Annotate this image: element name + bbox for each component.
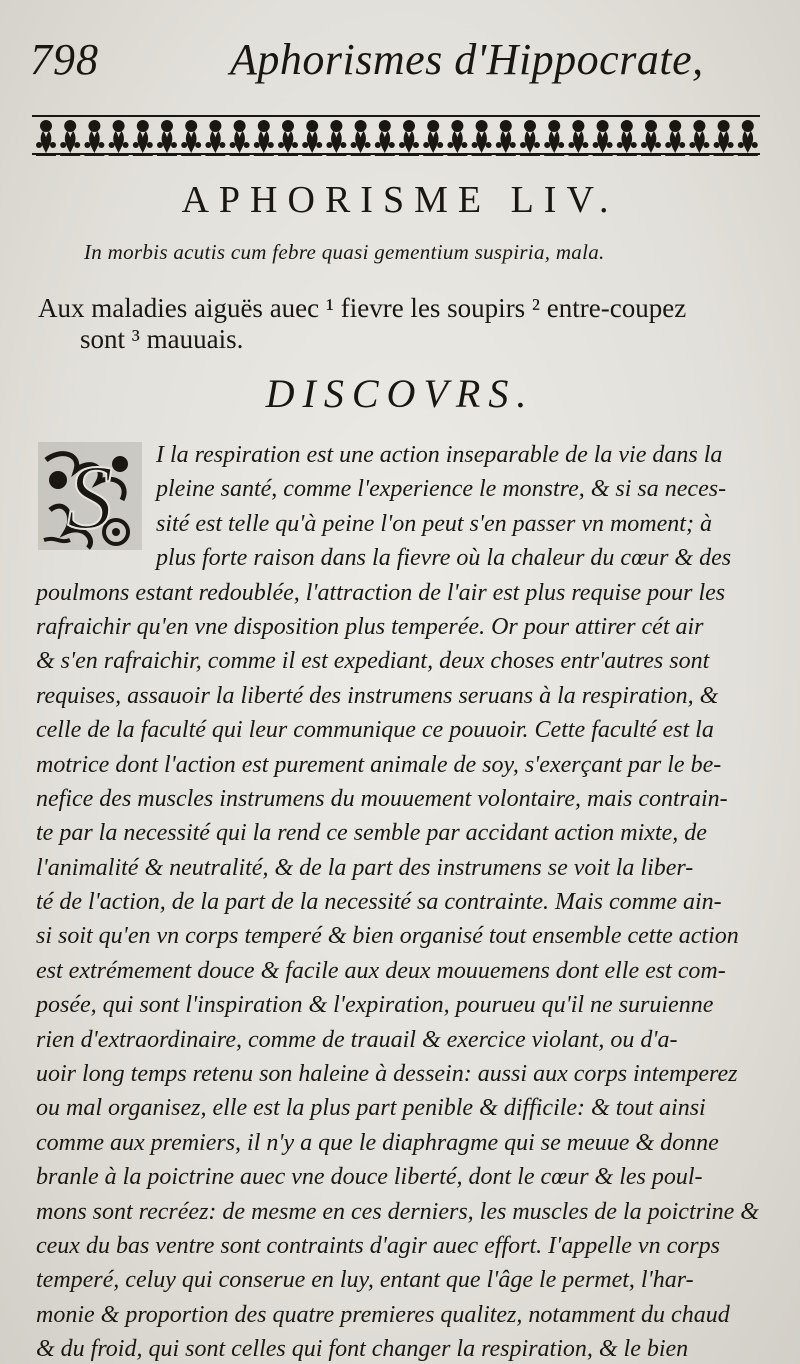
- fleuron-icon: [254, 120, 274, 155]
- fleuron-ornament-band: [32, 113, 760, 157]
- french-line-1: Aux maladies aiguës auec ¹ fievre les soupirs ² entre-coupez: [38, 293, 687, 323]
- fleuron-icon: [714, 120, 734, 155]
- body-line: te par la necessité qui la rend ce semble par accidant action mixte, de: [36, 820, 707, 847]
- body-line: celle de la faculté qui leur communique ce pouuoir. Cette faculté est la: [36, 717, 714, 744]
- body-line: rien d'extraordinaire, comme de trauail & exercice violant, ou d'a-: [36, 1026, 678, 1053]
- fleuron-icon: [447, 120, 467, 155]
- fleuron-icon: [665, 120, 685, 155]
- body-line: mons sont recréez: de mesme en ces derniers, les muscles de la poictrine &: [36, 1198, 759, 1225]
- body-line: ceux du bas ventre sont contraints d'agir auec effort. I'appelle vn corps: [36, 1232, 720, 1259]
- body-line: nefice des muscles instrumens du mouuement volontaire, mais contrain-: [36, 785, 728, 812]
- body-line: rafraichir qu'en vne disposition plus temperée. Or pour attirer cét air: [36, 613, 704, 640]
- fleuron-icon: [617, 120, 637, 155]
- fleuron-icon: [351, 120, 371, 155]
- fleuron-icon: [230, 120, 250, 155]
- fleuron-icon: [472, 120, 492, 155]
- body-line: ou mal organisez, elle est la plus part penible & difficile: & tout ainsi: [36, 1095, 706, 1122]
- body-line: l'animalité & neutralité, & de la part des instrumens se voit la liber-: [36, 854, 694, 881]
- body-line: requises, assauoir la liberté des instrumens seruans à la respiration, &: [36, 682, 719, 709]
- fleuron-icon: [205, 120, 225, 155]
- body-line: plus forte raison dans la fievre où la chaleur du cœur & des: [156, 545, 732, 572]
- aphorism-heading: APHORISME LIV.: [181, 179, 619, 221]
- fleuron-icon: [568, 120, 588, 155]
- body-line: monie & proportion des quatre premieres qualitez, notamment du chaud: [36, 1301, 730, 1328]
- fleuron-icon: [84, 120, 104, 155]
- french-translation: [38, 293, 760, 355]
- fleuron-icon: [60, 120, 80, 155]
- running-head: [30, 28, 770, 84]
- body-line: uoir long temps retenu son haleine à dessein: aussi aux corps intemperez: [36, 1061, 738, 1088]
- fleuron-icon: [278, 120, 298, 155]
- fleuron-icon: [544, 120, 564, 155]
- page-number: 798: [30, 35, 99, 84]
- body-line: comme aux premiers, il n'y a que le diaphragme qui se meuue & donne: [36, 1129, 719, 1156]
- body-line: est extrémement douce & facile aux deux mouuemens dont elle est com-: [36, 957, 726, 984]
- fleuron-icon: [326, 120, 346, 155]
- fleuron-icon: [133, 120, 153, 155]
- latin-aphorism: In morbis acutis cum febre quasi gementium suspiria, mala.: [84, 240, 605, 264]
- body-line: temperé, celuy qui conserue en luy, entant que l'âge le permet, l'har-: [36, 1267, 694, 1294]
- body-line: motrice dont l'action est purement animale de soy, s'exerçant par le be-: [36, 751, 722, 778]
- body-line: branle à la poictrine auec vne douce liberté, dont le cœur & les poul-: [36, 1164, 703, 1191]
- fleuron-icon: [109, 120, 129, 155]
- body-line: & du froid, qui sont celles qui font changer la respiration, & le bien: [36, 1336, 689, 1363]
- discours-heading: DISCOVRS.: [265, 371, 535, 416]
- fleuron-icon: [689, 120, 709, 155]
- fleuron-icon: [496, 120, 516, 155]
- body-line: té de l'action, de la part de la necessité sa contrainte. Mais comme ain-: [36, 889, 722, 916]
- fleuron-icon: [302, 120, 322, 155]
- fleuron-icon: [157, 120, 177, 155]
- fleuron-icon: [181, 120, 201, 155]
- body-line: sité est telle qu'à peine l'on peut s'en passer vn moment; à: [156, 510, 712, 537]
- fleuron-icon: [641, 120, 661, 155]
- fleuron-icon: [36, 120, 56, 155]
- body-line: posée, qui sont l'inspiration & l'expiration, pourueu qu'il ne suruienne: [36, 992, 714, 1019]
- body-line: poulmons estant redoublée, l'attraction de l'air est plus requise pour les: [36, 579, 726, 606]
- body-line: pleine santé, comme l'experience le monstre, & si sa neces-: [156, 476, 727, 503]
- body-line: si soit qu'en vn corps temperé & bien organisé tout ensemble cette action: [36, 923, 739, 950]
- body-line: & s'en rafraichir, comme il est expediant, deux choses entr'autres sont: [36, 648, 710, 675]
- fleuron-icon: [399, 120, 419, 155]
- french-line-2: sont ³ mauuais.: [80, 324, 244, 354]
- fleuron-icon: [593, 120, 613, 155]
- fleuron-icon: [423, 120, 443, 155]
- drop-cap-letter: S: [67, 446, 113, 548]
- fleuron-icon: [738, 120, 758, 155]
- fleuron-icon: [375, 120, 395, 155]
- discours-body: [36, 438, 768, 1364]
- body-line: I la respiration est une action inseparable de la vie dans la: [156, 442, 723, 468]
- running-title: Aphorismes d'Hippocrate,: [230, 35, 704, 84]
- fleuron-icon: [520, 120, 540, 155]
